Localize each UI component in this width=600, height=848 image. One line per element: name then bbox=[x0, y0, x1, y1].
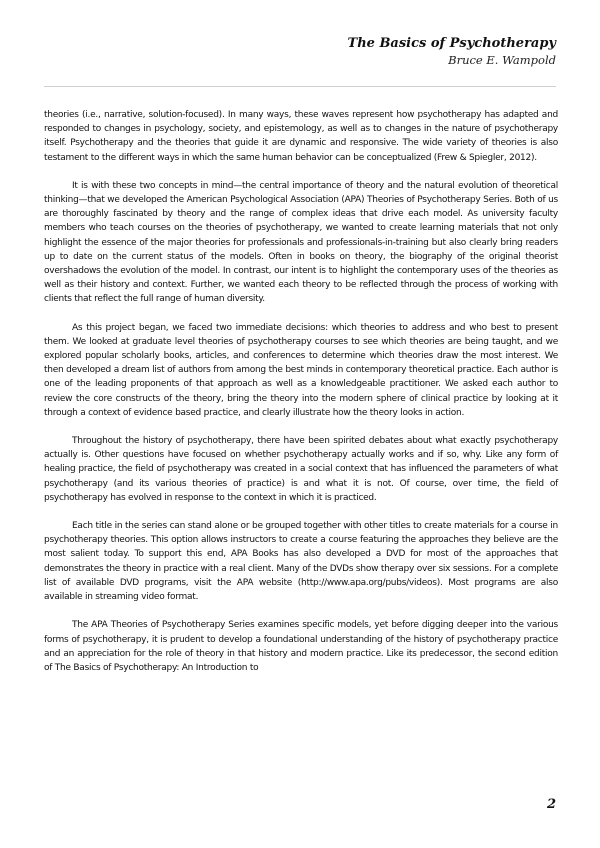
paragraph-5: Each title in the series can stand alone or be grouped together with other titles to create materials for a course in psychotherapy theories. This option allows instructors to create a course featuring the approaches they believe are the most salient today. To support this end, APA Books has also developed a DVD for most of the approaches that demonstrates the theory in practice with a real client. Many of the DVDs show therapy over six sessions. For a complete list of available DVD programs, visit the APA website (http://www.apa.org/pubs/videos). Most programs are also available in streaming video format. bbox=[44, 521, 558, 603]
paragraph-6: The APA Theories of Psychotherapy Series examines specific models, yet before digging deeper into the various forms of psychotherapy, it is prudent to develop a foundational understanding of the history of psychotherapy practice and an appreciation for the role of theory in that history and modern practice. Like its predecessor, the second edition of The Basics of Psychotherapy: An Introduction to bbox=[44, 620, 558, 673]
header-author: Bruce E. Wampold bbox=[448, 53, 556, 67]
running-header bbox=[348, 36, 556, 68]
paragraph-1: theories (i.e., narrative, solution-focused). In many ways, these waves represent how psychotherapy has adapted and responded to changes in psychology, society, and epistemology, as well as to changes in the nature of psychotherapy itself. Psychotherapy and the theories that guide it are dynamic and responsive. The wide variety of theories is also testament to the different ways in which the same human behavior can be conceptualized (Frew & Spiegler, 2012). bbox=[44, 110, 558, 163]
body-text bbox=[44, 108, 558, 689]
header-divider bbox=[44, 86, 556, 87]
paragraph-3: As this project began, we faced two immediate decisions: which theories to address and who best to present them. We looked at graduate level theories of psychotherapy courses to see which theories are being taught, and we explored popular scholarly books, articles, and conferences to determine which theories draw the most interest. We then developed a dream list of authors from among the best minds in contemporary theoretical practice. Each author is one of the leading proponents of that approach as well as a knowledgeable practitioner. We asked each author to review the core constructs of the theory, bring the theory into the modern sphere of clinical practice by looking at it through a context of evidence based practice, and clearly illustrate how the theory looks in action. bbox=[44, 322, 558, 418]
header-book-title: The Basics of Psychotherapy bbox=[347, 36, 556, 51]
paragraph-4: Throughout the history of psychotherapy, there have been spirited debates about what exactly psychotherapy actually is. Other questions have focused on whether psychotherapy actually works and if so, why. Like any form of healing practice, the field of psychotherapy was created in a social context that has influenced the parameters of what psychotherapy (and its various theories of practice) is and what it is not. Of course, over time, the field of psychotherapy has evolved in response to the context in which it is practiced. bbox=[44, 436, 558, 503]
paragraph-2: It is with these two concepts in mind—the central importance of theory and the natural evolution of theoretical thinking—that we developed the American Psychological Association (APA) Theories of Psychotherapy Series. Both of us are thoroughly fascinated by theory and the range of complex ideas that drive each model. As university faculty members who teach courses on the theories of psychotherapy, we wanted to create learning materials that not only highlight the essence of the major theories for professionals and professionals-in-training but also clearly bring readers up to date on the current status of the models. Often in books on theory, the biography of the original theorist overshadows the evolution of the model. In contrast, our intent is to highlight the contemporary uses of the theories as well as their history and context. Further, we wanted each theory to be reflected through the process of working with clients that reflect the full range of human diversity. bbox=[44, 180, 558, 305]
page-number: 2 bbox=[546, 797, 556, 812]
